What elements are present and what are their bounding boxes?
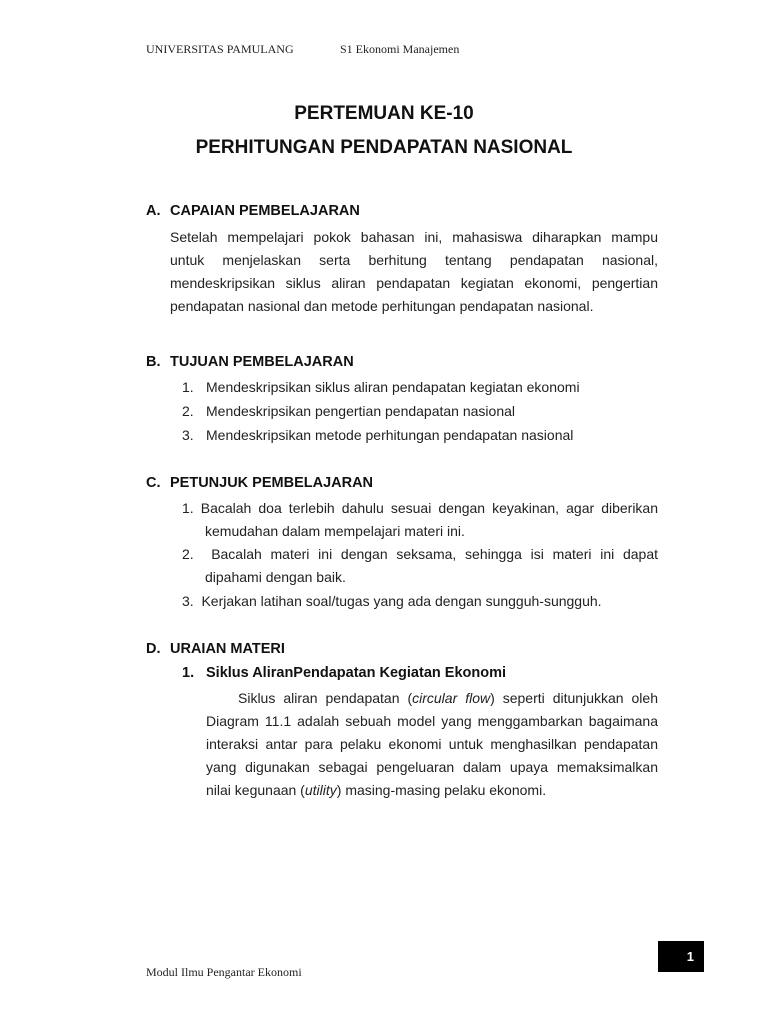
- section-d-paragraph: [206, 687, 658, 802]
- section-a-heading: [146, 203, 360, 219]
- header-program: S1 Ekonomi Manajemen: [340, 42, 460, 56]
- paragraph-line: Siklus aliran pendapatan (circular flow) seperti ditunjukkan oleh: [238, 690, 658, 706]
- list-item: 1. Bacalah doa terlebih dahulu sesuai dengan keyakinan, agar diberikan kemudahan dalam mempelajari materi ini.: [182, 500, 659, 539]
- section-b-letter: B.: [146, 354, 161, 370]
- paragraph-line: pendapatan nasional dan metode perhitungan pendapatan nasional.: [170, 298, 594, 314]
- paragraph-line: Setelah mempelajari pokok bahasan ini, mahasiswa diharapkan mampu: [170, 229, 658, 245]
- section-d-heading: [146, 641, 285, 657]
- paragraph-line: untuk menjelaskan serta berhitung tentang pendapatan nasional,: [170, 252, 658, 268]
- paragraph-line: yang digunakan sebagai pengeluaran dalam upaya memaksimalkan: [206, 759, 658, 775]
- page-number: 1: [658, 941, 704, 972]
- footer-text: Modul Ilmu Pengantar Ekonomi: [146, 965, 302, 979]
- subsection-heading: 1. Siklus AliranPendapatan Kegiatan Ekonomi: [182, 665, 507, 681]
- section-a-title: CAPAIAN PEMBELAJARAN: [170, 203, 360, 219]
- header-university: UNIVERSITAS PAMULANG: [146, 42, 294, 56]
- paragraph-line: mendeskripsikan siklus aliran pendapatan kegiatan ekonomi, pengertian: [170, 275, 658, 291]
- section-b-title: TUJUAN PEMBELAJARAN: [170, 354, 354, 370]
- section-c-heading: [146, 475, 373, 491]
- paragraph-line: interaksi antar para pelaku ekonomi untuk menghasilkan pendapatan: [206, 736, 658, 752]
- section-c-title: PETUNJUK PEMBELAJARAN: [170, 475, 374, 491]
- list-item: 3. Mendeskripsikan metode perhitungan pendapatan nasional: [182, 427, 574, 443]
- section-d-title: URAIAN MATERI: [170, 641, 285, 657]
- paragraph-line: nilai kegunaan (utility) masing-masing pelaku ekonomi.: [206, 782, 547, 798]
- paragraph-line: Diagram 11.1 adalah sebuah model yang menggambarkan bagaimana: [206, 713, 658, 729]
- list-item: 2. Mendeskripsikan pengertian pendapatan nasional: [182, 403, 515, 419]
- list-item: 3. Kerjakan latihan soal/tugas yang ada dengan sungguh-sungguh.: [182, 593, 602, 609]
- section-a-paragraph: [170, 226, 658, 318]
- section-c-letter: C.: [146, 475, 161, 491]
- section-b-heading: [146, 354, 354, 370]
- meeting-title: PERTEMUAN KE-10: [294, 103, 474, 124]
- list-item: 2. Bacalah materi ini dengan seksama, sehingga isi materi ini dapat dipahami dengan baik.: [182, 546, 658, 585]
- section-a-letter: A.: [146, 203, 161, 219]
- list-item: 1. Mendeskripsikan siklus aliran pendapatan kegiatan ekonomi: [182, 379, 580, 395]
- section-d-letter: D.: [146, 641, 161, 657]
- topic-title: PERHITUNGAN PENDAPATAN NASIONAL: [195, 137, 573, 158]
